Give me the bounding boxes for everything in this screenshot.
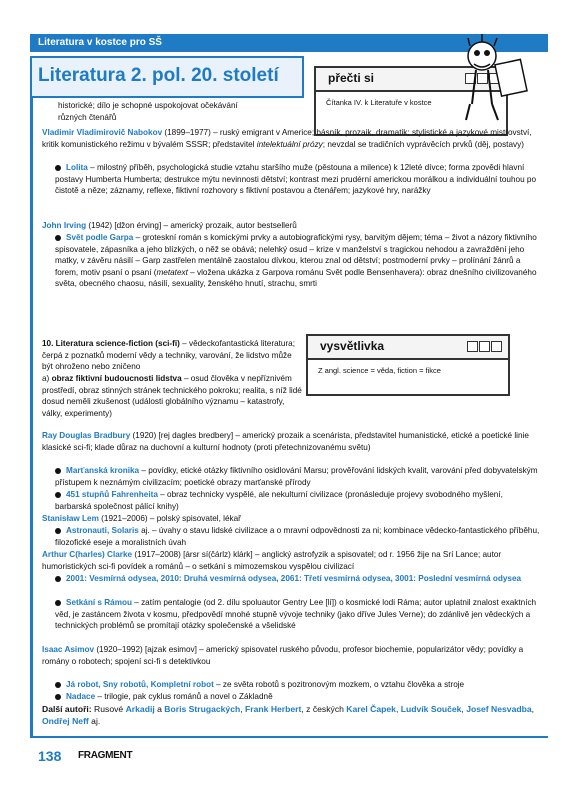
lem-entry — [42, 513, 540, 525]
header-bar-text: Literatura v kostce pro SŠ — [38, 37, 162, 48]
read-box-body: Čítanka IV. k Literatuře v kostce — [326, 98, 432, 107]
robot-entry — [42, 679, 540, 691]
irving-entry — [42, 220, 540, 232]
text-line — [42, 100, 556, 123]
nadace-entry — [42, 691, 540, 703]
bullet-icon — [55, 468, 61, 474]
author-name: Frank Herbert — [245, 704, 302, 714]
author-name: Arthur C(harles) Clarke — [42, 550, 133, 559]
author-name: Isaac Asimov — [42, 645, 95, 654]
entry-text: Rusové — [91, 704, 126, 714]
section-heading: 10. Literatura science-fiction (sci-fi) — [42, 339, 180, 348]
entry-text: a — [154, 704, 165, 714]
entry-text: (1942) [džon érving] – americký prozaik, autor bestsellerů — [86, 221, 297, 230]
asimov-entry — [42, 644, 540, 667]
bullet-icon — [55, 576, 61, 582]
author-name: Karel Čapek — [346, 704, 396, 714]
entry-text: (1920–1992) [ajzak esimov] – americký spisovatel ruského původu, profesor biochemie, popularizátor vědy; povídky a romány o robotech; spojení sci-fi s detektivkou — [42, 645, 524, 666]
f451-entry — [42, 489, 540, 512]
entry-text: aj. – úvahy o stavu lidské civilizace a o mravní odpovědnosti za ni; kombinace vědecko-fantastického příběhu, filozofické eseje a moralistních úvah — [55, 526, 540, 547]
list-marker: a) — [42, 374, 50, 383]
entry-text: ; nevzdal se tradičních vyprávěcích prvků (děj, postavy) — [322, 139, 524, 149]
minimize-icon — [467, 341, 478, 352]
entry-text: (1917–2008) [ársr sí(čárlz) klárk] – anglický astrofyzik a spisovatel; od r. 1956 žije na Srí Lance; autor humoristických sci-fi povídek a románů – o setkání s mimozemskou vyspělou civilizací — [42, 550, 502, 571]
explain-box — [306, 334, 510, 396]
chapter-title: Literatura 2. pol. 20. století — [38, 65, 279, 86]
entry-text: – milostný příběh, psychologická studie vztahu staršího muže (pěstouna a milence) k 12leté dívce; forma zpovědi hlavní postavy Humberta Humberta; destrukce mýtu nevinnosti dětství; kontrast mezi prudérní americkou morálkou a individuální touhou po čistotě a něze; záznamy, reflexe, fiktivní rozhovory s fiktivní postavou a čtenářem; jazykové hry, narážky — [55, 163, 537, 195]
odyssey-entry — [42, 573, 540, 585]
work-title: 2001: Vesmírná odysea, 2010: Druhá vesmírná odysea, 2061: Třetí vesmírná odysea, 3001: Poslední vesmírná odysea — [66, 574, 522, 583]
other-authors-label: Další autoři: — [42, 704, 92, 714]
entry-text: , — [395, 704, 401, 714]
entry-text: intelektuální prózy — [256, 139, 323, 149]
author-name: Ludvík Souček — [400, 704, 462, 714]
maximize-icon — [479, 341, 490, 352]
bullet-icon — [55, 682, 61, 688]
text-continuation: historické; dílo je schopné uspokojovat očekávání — [58, 101, 238, 110]
text-continuation: různých čtenářů — [58, 112, 117, 122]
sf-section — [42, 338, 302, 373]
solaris-entry — [42, 525, 540, 548]
entry-text: – povídky, etické otázky fiktivního osidlování Marsu; prověřování lidských kvalit, varování před dobyvatelským přístupem k neznámým civilizacím; poetické obrazy marťanské přírody — [55, 466, 538, 487]
rama-entry — [42, 597, 540, 632]
bullet-icon — [55, 694, 61, 700]
entry-text: obraz fiktivní budoucnosti lidstva — [51, 374, 182, 383]
mars-entry — [42, 465, 540, 488]
explain-box-title: vysvětlivka — [320, 339, 385, 353]
bullet-icon — [55, 492, 61, 498]
read-box-title: přečti si — [328, 71, 375, 85]
work-title: Setkání s Rámou — [66, 598, 132, 607]
bullet-icon — [55, 600, 61, 606]
bullet-icon — [55, 235, 61, 241]
work-title: Svět podle Garpa — [66, 233, 134, 242]
entry-text: (1921–2006) – polský spisovatel, lékař — [98, 514, 241, 523]
work-title: 451 stupňů Fahrenheita — [66, 490, 158, 499]
work-title: Nadace — [66, 692, 96, 701]
work-title: Já robot, Sny robotů, Kompletní robot — [66, 680, 214, 689]
bottom-rule — [30, 736, 548, 738]
entry-text: – vědeckofantastická literatura; čerpá z poznatků moderní vědy a techniky, varování, že lidstvo může být ohroženo nebo zničeno — [42, 339, 296, 371]
nabokov-entry — [42, 127, 540, 150]
entry-text: , — [531, 704, 535, 714]
entry-text: (1899–1977) – ruský emigrant v Americe; básník, prozaik, dramatik; stylistické a jazykové mistrovství, kritik komunistického režimu v bývalém SSSR; představitel — [42, 128, 532, 149]
author-name: Ondřej Neff — [42, 715, 89, 726]
author-name: Ray Douglas Bradbury — [42, 431, 131, 440]
book-page — [30, 34, 548, 774]
entry-text: – trilogie, pak cyklus románů a novel o Základně — [95, 692, 273, 701]
publisher-logo: FRAGMENT — [78, 750, 133, 761]
bradbury-entry — [42, 430, 540, 453]
author-name: Arkadij — [125, 704, 155, 714]
entry-text: (1920) [rej dagles bredbery] – americký prozaik a scenárista, představitel humanistické, etické a poetické linie klasické sci-fi; klade důraz na duchovní a kulturní hodnoty (proti přetechnizovanému světu) — [42, 431, 529, 452]
author-name: John Irving — [42, 221, 87, 230]
close-icon — [491, 341, 502, 352]
entry-text: , — [461, 704, 467, 714]
entry-text: – vložena ukázka z Garpova románu Svět podle Bensenhavera): obraz dnešního civilizovaného světa, obecného chaosu, násilí, sexuality, ženského hnutí, strachu, smrti — [55, 267, 537, 288]
entry-text: – obraz technicky vyspělé, ale nekulturní civilizace (pronásleduje projevy svobodného myšlení, barbarská společnost pálící knihy) — [55, 490, 503, 511]
work-title: Marťanská kronika — [66, 466, 140, 475]
entry-text: – osud člověka v nepříznivém prostředí, obraz stinných stránek technického pokroku; realita, s níž lidé dosud neměli zkušenost (události globálního významu – katastrofy, války, experimenty) — [42, 374, 302, 418]
sf-point-a — [42, 373, 302, 419]
bullet-icon — [55, 165, 61, 171]
work-title: Lolita — [66, 163, 88, 172]
author-name: Boris Strugackých — [164, 704, 241, 714]
entry-text: – ze světa robotů s pozitronovým mozkem, o vztahu člověka a stroje — [213, 680, 465, 689]
clarke-entry — [42, 549, 540, 572]
entry-text: , — [240, 704, 246, 714]
entry-text: – groteskní román s komickými prvky a autobiografickými rysy, barvitým dějem; téma – život a názory fiktivního spisovatele, zápasníka a jeho blízkých, o něž se obává; nelehký osud – krize v manželství s tragickou nehodou a zavraždění jeho matky, v závěru násilí – Garp zastřelen mentálně zaostalou dívkou, kterou znal od dětství; postmoderní prvky – prolínání žánrů a forem, motiv psaní o psaní ( — [55, 233, 537, 277]
entry-text: , z českých — [301, 704, 347, 714]
entry-text: aj. — [88, 715, 101, 726]
left-rule — [30, 96, 33, 736]
author-name: Vladimir Vladimirovič Nabokov — [42, 128, 163, 137]
garp-entry — [42, 232, 540, 290]
chapter-title-box — [30, 56, 304, 98]
entry-text: – zatím pentalogie (od 2. dílu spoluautor Gentry Lee [lí]) o kosmické lodi Ráma; autor uplatnil znalost exaktních věd, je zastáncem života v kosmu, předpovědí mnohé stupně vývoje techniky (jako dříve Jules Verne); do zdánlivě jen vědeckých a technických problémů se promítají otázky společenské a všelidské — [55, 598, 537, 630]
entry-text: metatext — [156, 267, 188, 277]
lolita-entry — [42, 162, 540, 197]
work-title: Astronauti, Solaris — [66, 526, 139, 535]
author-name: Josef Nesvadba — [466, 704, 532, 714]
other-authors — [42, 704, 540, 727]
page-number: 138 — [38, 748, 62, 764]
author-name: Stanisław Lem — [42, 514, 99, 523]
bullet-icon — [55, 528, 61, 534]
explain-box-body: Z angl. science = věda, fiction = fikce — [318, 366, 441, 375]
